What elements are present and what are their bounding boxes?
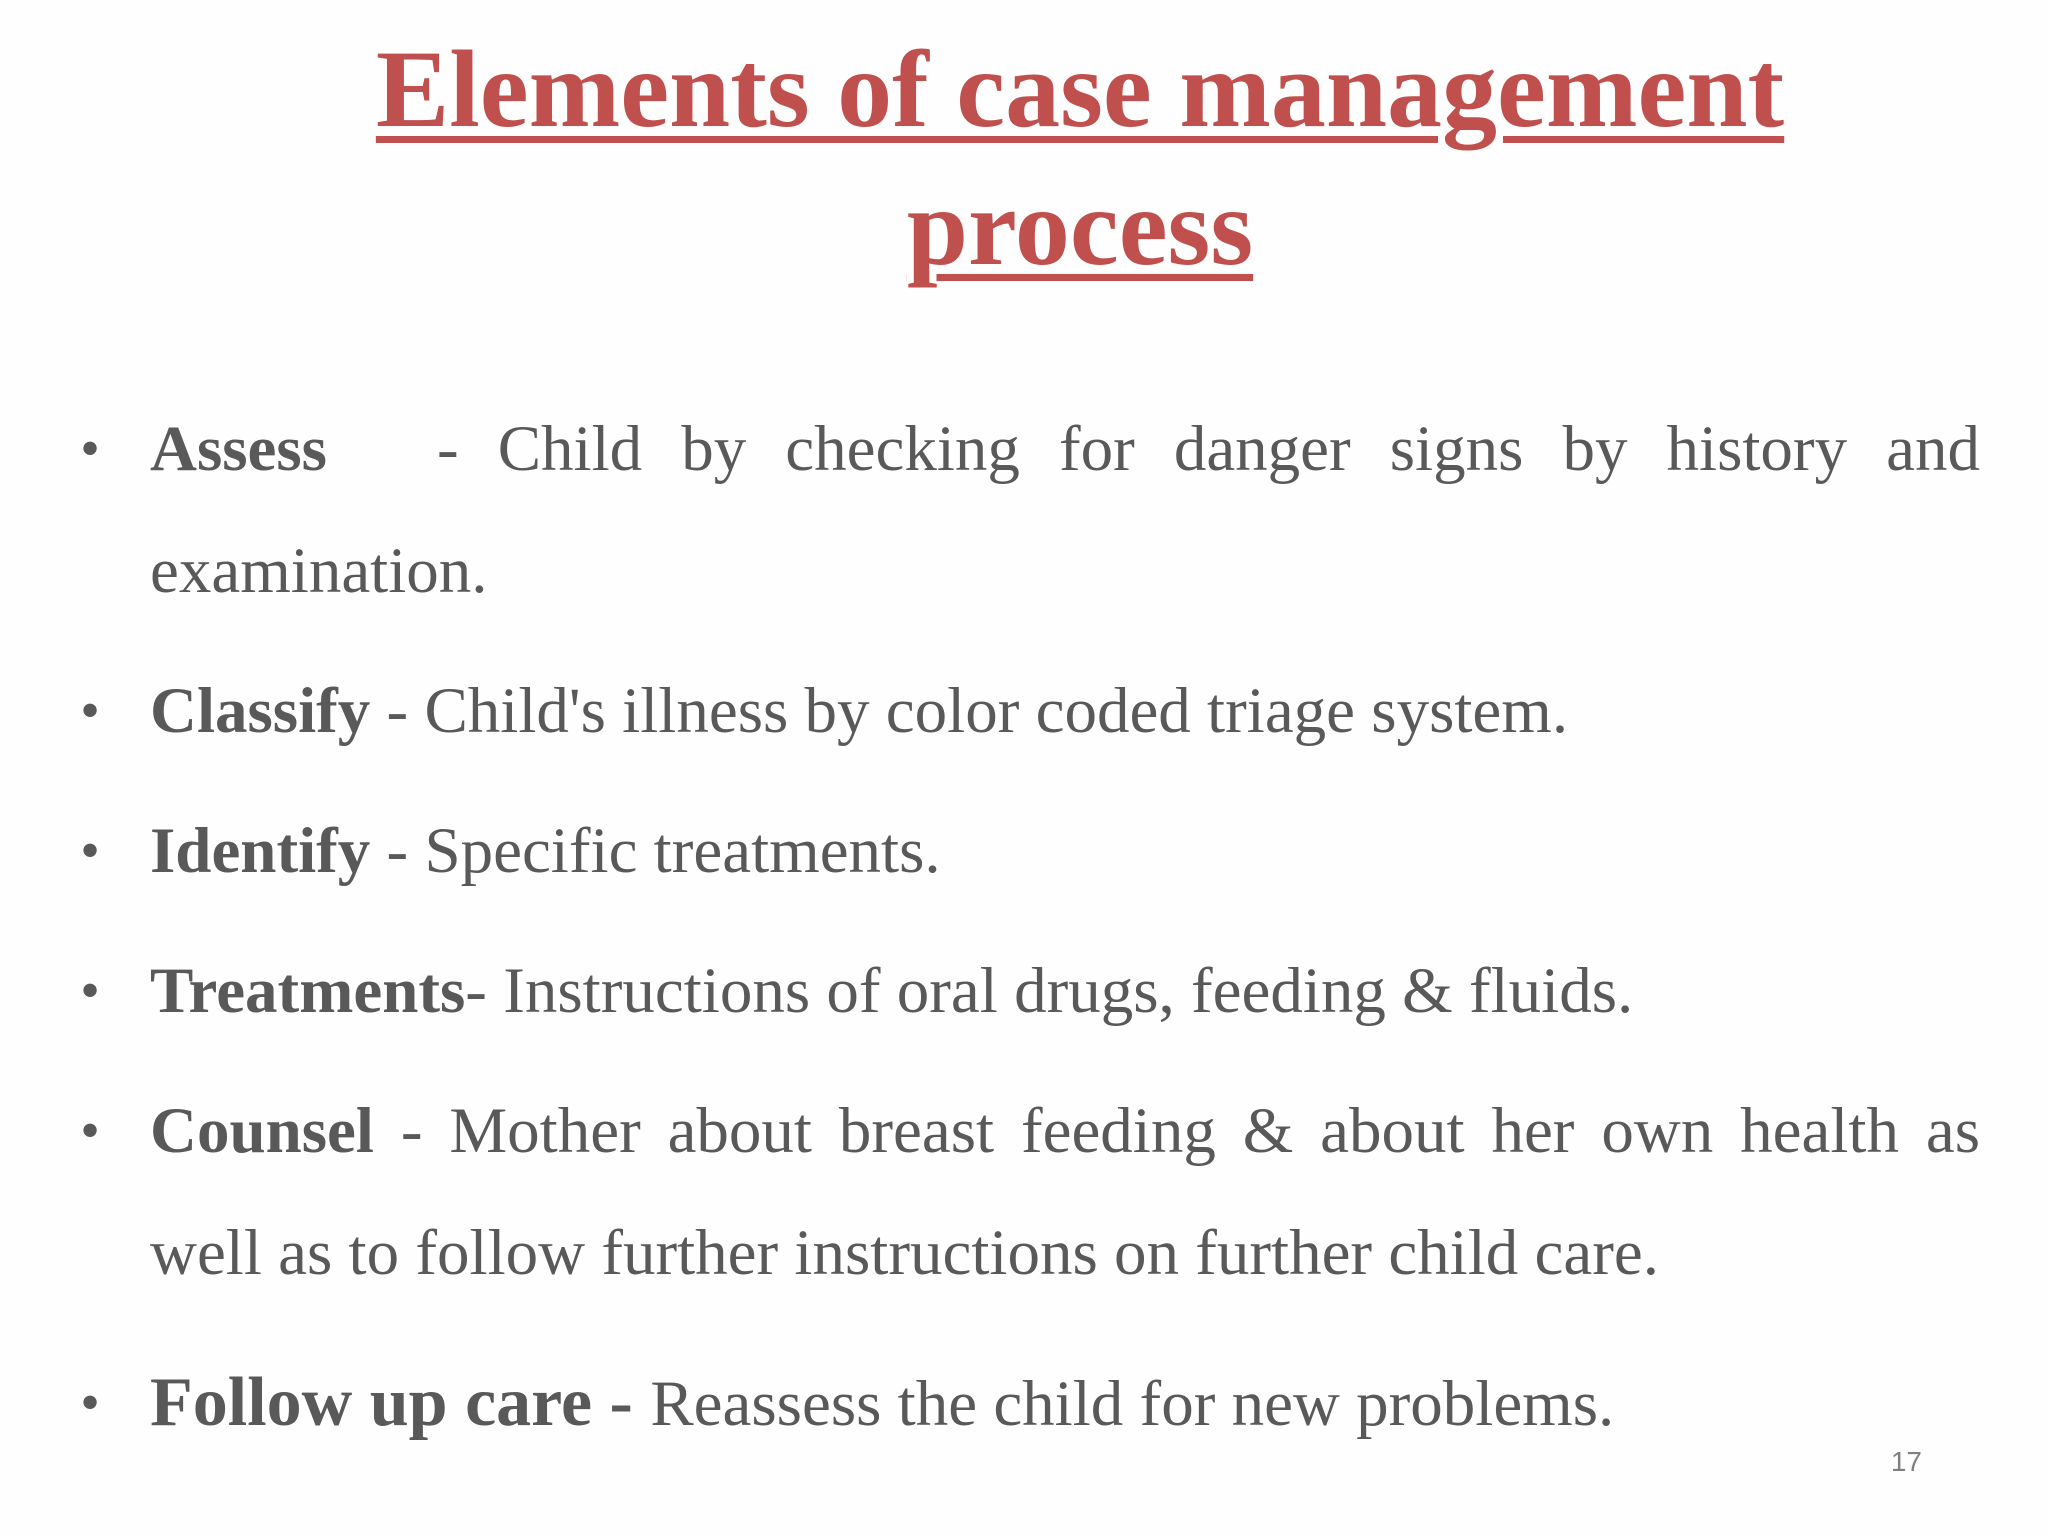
bullet-icon: •	[80, 680, 100, 742]
list-item-classify	[70, 650, 1980, 772]
term-classify: Classify	[150, 675, 371, 747]
slide-title-line2: process	[906, 166, 1254, 288]
bullet-icon: •	[80, 820, 100, 882]
separator: -	[370, 675, 425, 747]
list-item-treatments	[70, 930, 1980, 1052]
term-counsel: Counsel	[150, 1095, 374, 1167]
description-assess: Child by checking for danger signs by history and examination.	[150, 413, 1980, 607]
list-item-follow-up-care	[70, 1342, 1980, 1465]
list-item-counsel	[70, 1070, 1980, 1314]
term-identify: Identify	[150, 815, 371, 887]
description-classify: Child's illness by color coded triage system.	[424, 675, 1569, 747]
bullet-icon: •	[80, 1372, 100, 1434]
term-assess: Assess	[150, 413, 327, 485]
bullet-icon: •	[80, 960, 100, 1022]
term-follow-up-care: Follow up care -	[150, 1364, 633, 1441]
separator: -	[373, 1095, 450, 1167]
separator	[633, 1364, 651, 1441]
term-treatments: Treatments	[150, 955, 466, 1027]
separator: -	[370, 815, 425, 887]
list-item-identify	[70, 790, 1980, 912]
slide-title-line1: Elements of case management	[375, 28, 1785, 150]
page-number: 17	[1890, 1446, 1922, 1477]
bullet-icon: •	[80, 418, 100, 480]
separator: -	[465, 955, 504, 1027]
description-counsel: Mother about breast feeding & about her own health as well as to follow further instructions on further child care.	[150, 1095, 1980, 1289]
slide-title	[300, 20, 1860, 296]
description-follow-up-care: Reassess the child for new problems.	[650, 1368, 1615, 1440]
bullet-icon: •	[80, 1100, 100, 1162]
list-item-assess	[70, 388, 1980, 632]
description-identify: Specific treatments.	[424, 815, 941, 887]
separator: -	[436, 413, 498, 485]
description-treatments: Instructions of oral drugs, feeding & fluids.	[503, 955, 1634, 1027]
bullet-list	[70, 388, 1980, 1465]
